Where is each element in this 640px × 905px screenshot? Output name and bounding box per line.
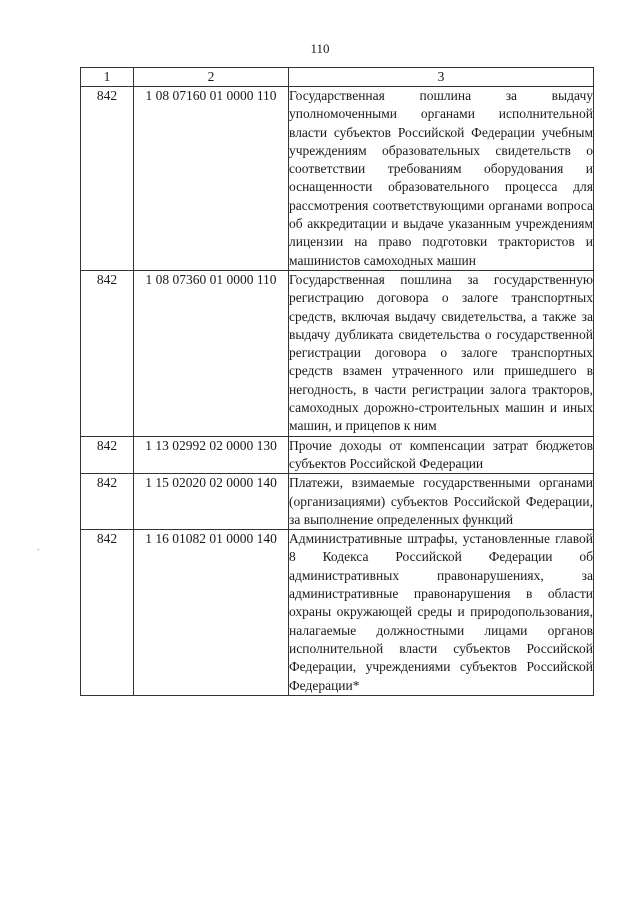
table-row xyxy=(81,270,594,436)
admin-code-cell: 842 xyxy=(81,87,134,271)
budget-code-cell: 1 08 07360 01 0000 110 xyxy=(134,270,289,436)
admin-code-cell: 842 xyxy=(81,270,134,436)
page-number: 110 xyxy=(310,41,330,56)
description-cell: Административные штрафы, установленные главой 8 Кодекса Российской Федерации об административных правонарушениях, за административные правонарушения в области охраны окружающей среды и природопользования, налагаемые должностными лицами органов исполнительной власти субъектов Российской Федерации, учреждениями субъектов Российской Федерации* xyxy=(289,530,594,696)
table-row xyxy=(81,474,594,530)
column-header-3: 3 xyxy=(289,68,594,87)
admin-code-cell: 842 xyxy=(81,436,134,474)
table-row xyxy=(81,87,594,271)
column-header-1: 1 xyxy=(81,68,134,87)
budget-code-cell: 1 16 01082 01 0000 140 xyxy=(134,530,289,696)
budget-code-cell: 1 15 02020 02 0000 140 xyxy=(134,474,289,530)
description-cell: Государственная пошлина за государственную регистрацию договора о залоге транспортных средств, включая выдачу свидетельства, а также за выдачу дубликата свидетельства о государственной регистрации договора о залоге транспортных средств взамен утраченного или пришедшего в негодность, в части регистрации залога тракторов, самоходных дорожно-строительных машин и иных машин, и прицепов к ним xyxy=(289,270,594,436)
description-cell: Платежи, взимаемые государственными органами (организациями) субъектов Российской Федерации, за выполнение определенных функций xyxy=(289,474,594,530)
revenue-codes-table xyxy=(80,67,594,696)
admin-code-cell: 842 xyxy=(81,530,134,696)
table-header-row xyxy=(81,68,594,87)
description-cell: Государственная пошлина за выдачу уполномоченными органами исполнительной власти субъектов Российской Федерации учебным учреждениям образовательных свидетельств о соответствии требованиям оборудования и оснащенности образовательного процесса для рассмотрения соответствующими органами вопроса об аккредитации и выдаче указанным учреждениям лицензии на право подготовки трактористов и машинистов самоходных машин xyxy=(289,87,594,271)
margin-mark: - xyxy=(37,545,40,554)
table-row xyxy=(81,436,594,474)
budget-code-cell: 1 13 02992 02 0000 130 xyxy=(134,436,289,474)
description-cell: Прочие доходы от компенсации затрат бюджетов субъектов Российской Федерации xyxy=(289,436,594,474)
table-row xyxy=(81,530,594,696)
column-header-2: 2 xyxy=(134,68,289,87)
admin-code-cell: 842 xyxy=(81,474,134,530)
budget-code-cell: 1 08 07160 01 0000 110 xyxy=(134,87,289,271)
